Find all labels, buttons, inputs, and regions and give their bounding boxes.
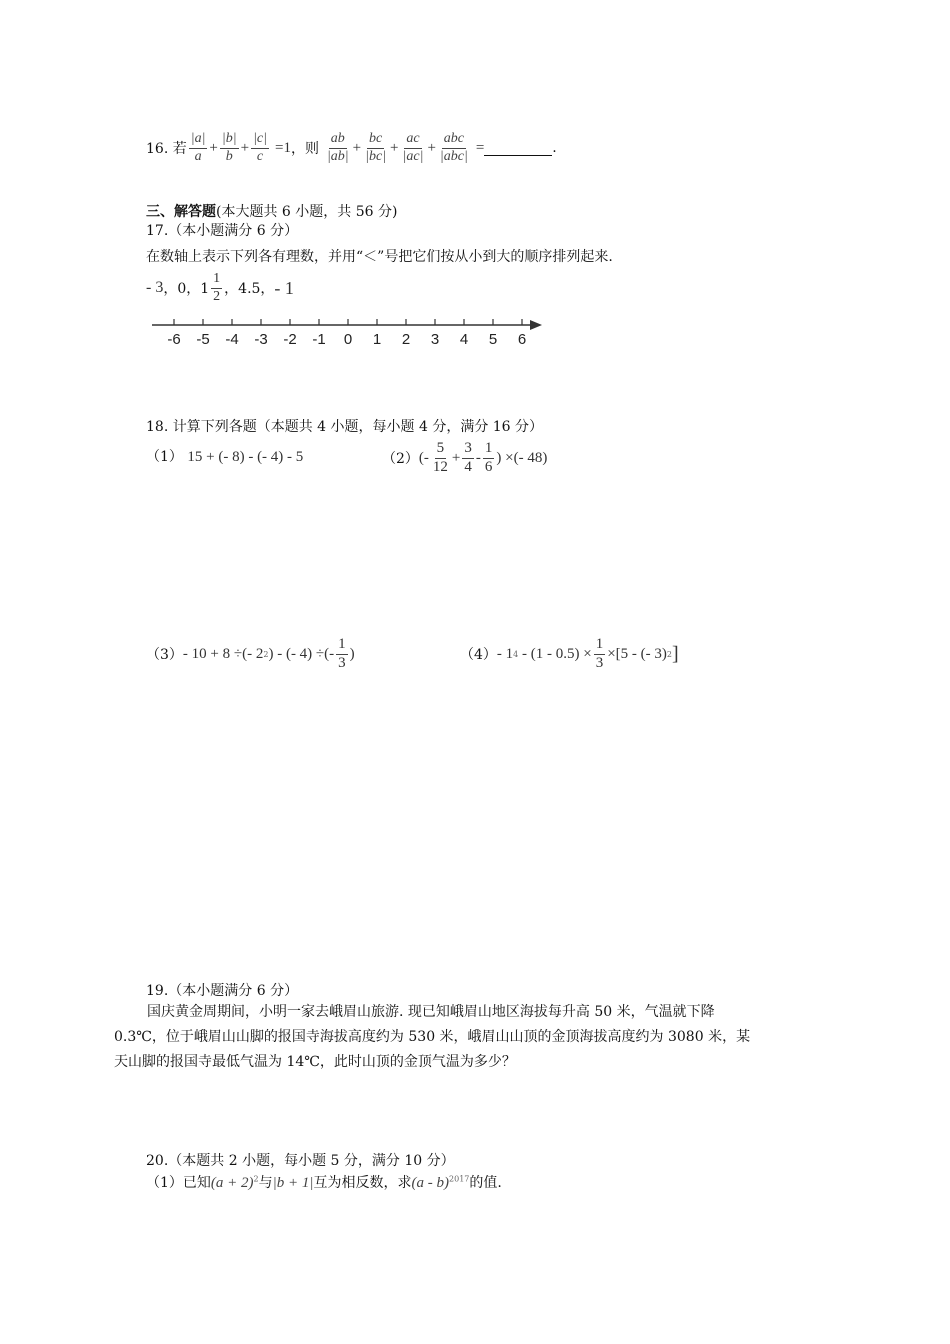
plus-sign: + — [427, 139, 436, 156]
q18-p3-expr-c: ) — [349, 645, 355, 662]
frac-den: |abc| — [439, 148, 468, 164]
q18-p3-frac-1-3 — [336, 637, 348, 672]
part-label: （3） — [146, 647, 183, 663]
q17-title: 17.（本小题满分 6 分） — [146, 223, 299, 239]
frac-num: bc — [367, 132, 384, 149]
q16-prefix: 16. 若 — [146, 141, 187, 157]
q18-p4-frac-1-3 — [594, 637, 606, 672]
number-line-tick-label: -2 — [283, 331, 297, 348]
q20-p1-text-b: 与 — [258, 1175, 273, 1191]
q17-half-frac — [211, 272, 222, 304]
frac-den: 3 — [595, 654, 604, 671]
q20-p1-text-d: 的值. — [469, 1175, 502, 1191]
q17-neg-one: - 1 — [274, 277, 294, 298]
section-3-title: 三、解答题 — [146, 204, 216, 220]
number-line-tick-label: -3 — [254, 331, 268, 348]
plus-sign: + — [451, 449, 461, 466]
q19-line-2: 0.3℃，位于峨眉山山脚的报国寺海拔高度约为 530 米，峨眉山山顶的金顶海拔高度约为 3080 米，某 — [114, 1029, 751, 1045]
q18-part1 — [146, 446, 303, 466]
exponent: 4 — [513, 649, 519, 659]
part-label: （4） — [460, 647, 497, 663]
q20-p1-expr-abs: |b + 1| — [272, 1175, 314, 1191]
number-line — [148, 312, 548, 352]
q20-part1 — [146, 1172, 502, 1192]
frac-num: 1 — [211, 272, 222, 289]
q18-p2-frac-1-6 — [483, 441, 495, 476]
q16-cond-frac-b — [220, 132, 239, 164]
exponent: 2 — [263, 649, 269, 659]
frac-den: b — [225, 148, 233, 164]
q17-sep-1: ，0，1 — [163, 281, 210, 297]
frac-num: abc — [442, 132, 466, 149]
q18-p4-expr-b: - (1 - 0.5) × — [518, 645, 592, 662]
q18-p4-expr-a: - 1 — [496, 645, 514, 662]
q18-title: 18. 计算下列各题（本题共 4 小题，每小题 4 分，满分 16 分） — [146, 419, 544, 435]
frac-num: |b| — [220, 132, 239, 149]
number-line-tick-label: -5 — [196, 331, 210, 348]
frac-den: c — [256, 148, 264, 164]
exponent: 2017 — [449, 1174, 470, 1184]
number-line-tick-label: 0 — [343, 331, 353, 348]
q19-body — [114, 1000, 840, 1075]
minus-sign: - — [475, 449, 481, 466]
frac-den: |ac| — [402, 148, 424, 164]
q17-numbers — [146, 266, 294, 310]
part-label: （1） — [146, 449, 183, 465]
frac-den: |ab| — [326, 148, 349, 164]
q18-p4-expr-c: ×[5 - (- 3) — [607, 645, 667, 662]
frac-den: 2 — [213, 288, 221, 304]
plus-sign: + — [390, 139, 399, 156]
frac-num: |c| — [251, 132, 269, 149]
frac-num: 5 — [435, 441, 447, 459]
q18-p2-open: (- — [418, 449, 429, 466]
part-label: （2） — [382, 451, 419, 467]
number-line-tick-label: 5 — [488, 331, 498, 348]
q18-p3-expr-b: ) - (- 4) ÷(- — [268, 645, 335, 662]
q16-target-frac-abc — [438, 132, 470, 164]
frac-num: 3 — [462, 441, 474, 459]
frac-den: a — [194, 148, 202, 164]
q18-part2 — [382, 436, 547, 480]
plus-sign: + — [209, 139, 218, 156]
exponent: 2 — [666, 649, 672, 659]
q18-part4 — [460, 632, 679, 676]
frac-den: 6 — [484, 458, 493, 475]
number-line-tick-label: 3 — [430, 331, 440, 348]
number-line-tick-label: -1 — [312, 331, 326, 348]
q20-title: 20.（本题共 2 小题，每小题 5 分，满分 10 分） — [146, 1153, 455, 1169]
frac-num: 1 — [336, 637, 348, 655]
q16-target-frac-ab — [325, 132, 351, 164]
number-line-tick-label: 1 — [372, 331, 382, 348]
q17-sep-2: ，4.5， — [224, 281, 275, 297]
q18-p4-expr-d: ] — [672, 642, 679, 665]
q18-p2-frac-3-4 — [462, 441, 474, 476]
q20-p1-expr-square: (a + 2) — [210, 1175, 254, 1191]
q16-cond-frac-a — [189, 132, 208, 164]
q18-p3-expr-a: - 10 + 8 ÷(- 2 — [182, 645, 264, 662]
q20-p1-text-c: 互为相反数，求 — [313, 1175, 412, 1191]
frac-den: |bc| — [365, 148, 387, 164]
q16-answer-blank[interactable] — [484, 141, 552, 156]
plus-sign: + — [352, 139, 362, 156]
q19-title: 19.（本小题满分 6 分） — [146, 983, 299, 999]
frac-num: 1 — [594, 637, 606, 655]
plus-sign: + — [240, 139, 250, 156]
frac-den: 4 — [464, 458, 472, 475]
q19-line-1: 国庆黄金周期间，小明一家去峨眉山旅游. 现已知峨眉山地区海拔每升高 50 米，气温就下降 — [147, 1004, 715, 1020]
q16-cond-frac-c — [251, 132, 269, 164]
frac-num: ac — [404, 132, 421, 149]
q17-neg-three: - 3 — [146, 279, 164, 296]
number-line-arrow — [530, 320, 542, 330]
number-line-tick-label: 4 — [459, 331, 469, 348]
q16-line — [146, 126, 557, 170]
frac-den: 12 — [432, 458, 448, 475]
number-line-tick-label: 6 — [517, 331, 527, 348]
q16-eq-one: =1 — [274, 139, 291, 156]
q18-p1-expression: 15 + (- 8) - (- 4) - 5 — [187, 449, 304, 465]
frac-num: |a| — [189, 132, 208, 149]
q18-part3 — [146, 632, 355, 676]
q20-p1-expr-power: (a - b) — [411, 1175, 450, 1191]
q16-period: . — [552, 140, 557, 156]
exponent: 2 — [253, 1174, 259, 1184]
q16-equals: = — [475, 139, 485, 156]
q16-target-frac-ac — [401, 132, 426, 164]
frac-den: 3 — [338, 654, 346, 671]
q18-p2-close: ) ×(- 48) — [496, 449, 548, 466]
number-line-tick-label: -4 — [225, 331, 239, 348]
q20-p1-text-a: （1）已知 — [146, 1175, 211, 1191]
number-line-tick-label: 2 — [401, 331, 411, 348]
q19-line-3: 天山脚的报国寺最低气温为 14℃，此时山顶的金顶气温为多少？ — [114, 1054, 516, 1070]
q18-p2-frac-5-12 — [431, 441, 450, 476]
q17-instruction: 在数轴上表示下列各有理数，并用“＜”号把它们按从小到大的顺序排列起来. — [146, 249, 613, 265]
frac-num: 1 — [483, 441, 495, 459]
number-line-tick-label: -6 — [167, 331, 181, 348]
frac-num: ab — [329, 132, 347, 149]
section-3-heading — [146, 201, 397, 221]
q16-then: ，则 — [290, 141, 319, 157]
section-3-note: (本大题共 6 小题，共 56 分) — [216, 204, 398, 220]
q16-target-frac-bc — [363, 132, 388, 164]
